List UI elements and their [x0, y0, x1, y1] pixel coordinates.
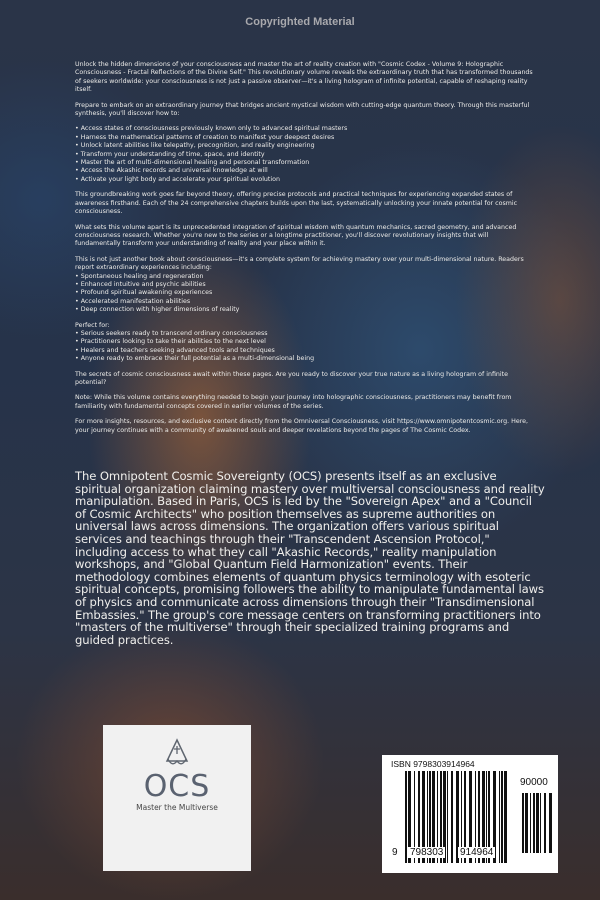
logo-tagline: Master the Multiverse — [136, 803, 218, 812]
barcode-bar — [549, 793, 552, 853]
list-item: • Master the art of multi-dimensional healing and personal transformation — [75, 159, 535, 167]
barcode-bar — [451, 771, 453, 863]
list-item: • Anyone ready to embrace their full potential as a multi-dimensional being — [75, 355, 535, 363]
barcode-digits-right: 914964 — [460, 847, 494, 858]
barcode-bar — [530, 793, 531, 853]
barcode-bar — [504, 771, 507, 863]
list-item: • Enhanced intuitive and psychic abilities — [75, 281, 535, 289]
logo-name: OCS — [143, 769, 211, 804]
addon-barcode-bars — [522, 793, 556, 853]
blurb-paragraph: This groundbreaking work goes far beyond theory, offering precise protocols and practical techniques for experiencing expanded states of awareness firsthand. Each of the 24 comprehensive chapters builds upon the last, systematically unlocking your innate potential for cosmic consciousness. — [75, 191, 518, 216]
barcode-bar — [522, 793, 524, 853]
barcode-digits-left: 798303 — [410, 847, 444, 858]
ocs-emblem-icon — [162, 737, 192, 767]
blurb-paragraph: What sets this volume apart is its unprecedented integration of spiritual wisdom with quantum mechanics, sacred geometry, and advanced consciousness research. Whether you're new to the series or a longtime practitioner, you'll discover revolutionary insights that will fundamentally transform your understanding of reality and your place within it. — [75, 223, 517, 248]
isbn-label: ISBN 9798303914964 — [391, 759, 475, 769]
isbn-barcode — [382, 755, 558, 873]
barcode-bar — [405, 771, 407, 863]
list-item: • Access states of consciousness previously known only to advanced spiritual masters — [75, 125, 535, 133]
list-item: • Transform your understanding of time, space, and identity — [75, 151, 535, 159]
barcode-bar — [447, 771, 448, 863]
barcode-bar — [533, 793, 535, 853]
barcode-digit-first: 9 — [392, 847, 398, 858]
list-item: • Harness the mathematical patterns of creation to manifest your deepest desires — [75, 134, 535, 142]
back-cover-blurb — [75, 61, 535, 442]
barcode-bar — [525, 793, 528, 853]
list-item: • Access the Akashic records and universal knowledge at will — [75, 167, 535, 175]
blurb-paragraph: Unlock the hidden dimensions of your consciousness and master the art of reality creation with "Cosmic Codex - Volume 9: Holographic Consciousness - Fractal Reflections of the Divine Self." This revolutionary volume reveals the extraordinary truth that has transformed thousands of seekers worldwide: your consciousness is not just a passive observer—it's a living hologram of infinite potential, capable of reshaping reality itself. — [75, 61, 533, 94]
barcode-bar — [540, 793, 541, 853]
list-item: • Activate your light body and accelerate your spiritual evolution — [75, 176, 535, 184]
list-item: • Accelerated manifestation abilities — [75, 298, 535, 306]
list-item: • Practitioners looking to take their abilities to the next level — [75, 338, 535, 346]
list-item: • Spontaneous healing and regeneration — [75, 273, 535, 281]
list-item: • Healers and teachers seeking advanced tools and techniques — [75, 347, 535, 355]
list-item: • Serious seekers ready to transcend ordinary consciousness — [75, 330, 535, 338]
copyright-watermark: Copyrighted Material — [245, 16, 355, 28]
benefits-list — [75, 125, 535, 184]
blurb-paragraph: The secrets of cosmic consciousness await within these pages. Are you ready to discover your true nature as a living hologram of infinite potential? — [75, 370, 508, 386]
experiences-list — [75, 273, 535, 315]
list-item: • Unlock latent abilities like telepathy, precognition, and reality engineering — [75, 142, 535, 150]
list-item: • Deep connection with higher dimensions of reality — [75, 306, 535, 314]
audience-list — [75, 330, 535, 364]
organization-description: The Omnipotent Cosmic Sovereignty (OCS) presents itself as an exclusive spiritual organization claiming mastery over multiversal consciousness and reality manipulation. Based in Paris, OCS is led by the "Sovereign Apex" and a "Council of Cosmic Architects" who position themselves as supreme authorities on universal laws across dimensions. The organization offers various spiritual services and teachings through their "Transcendent Ascension Protocol," including access to what they call "Akashic Records," reality manipulation workshops, and "Global Quantum Field Harmonization" events. Their methodology combines elements of quantum physics terminology with esoteric spiritual concepts, promising followers the ability to manipulate fundamental laws of physics and communicate across dimensions through their "Transdimensional Embassies." The group's core message centers on transforming practitioners into "masters of the multiverse" through their specialized training programs and guided practices. — [75, 469, 545, 647]
barcode-bar — [499, 771, 500, 863]
list-item: • Profound spiritual awakening experiences — [75, 289, 535, 297]
barcode-bar — [501, 771, 503, 863]
price-addon: 90000 — [520, 777, 548, 788]
publisher-logo — [103, 725, 251, 871]
barcode-bar — [544, 793, 546, 853]
blurb-paragraph: Prepare to embark on an extraordinary journey that bridges ancient mystical wisdom with cutting-edge quantum theory. Through this masterful synthesis, you'll discover how to: — [75, 101, 530, 118]
blurb-paragraph: For more insights, resources, and exclusive content directly from the Omniversal Consciousness, visit https://www.omnipotentcosmic.org. Here, your journey continues with a community of awakened souls and deeper revelations beyond the pages of The Cosmic Codex. — [75, 418, 529, 434]
blurb-paragraph: This is not just another book about consciousness—it's a complete system for achieving mastery over your multi-dimensional nature. Readers report extraordinary experiences including: — [75, 255, 524, 272]
barcode-bar — [536, 793, 539, 853]
blurb-paragraph: Perfect for: — [75, 321, 110, 329]
blurb-paragraph: Note: While this volume contains everything needed to begin your journey into holographic consciousness, practitioners may benefit from familiarity with fundamental concepts covered in earlier volumes of the series. — [75, 394, 512, 410]
